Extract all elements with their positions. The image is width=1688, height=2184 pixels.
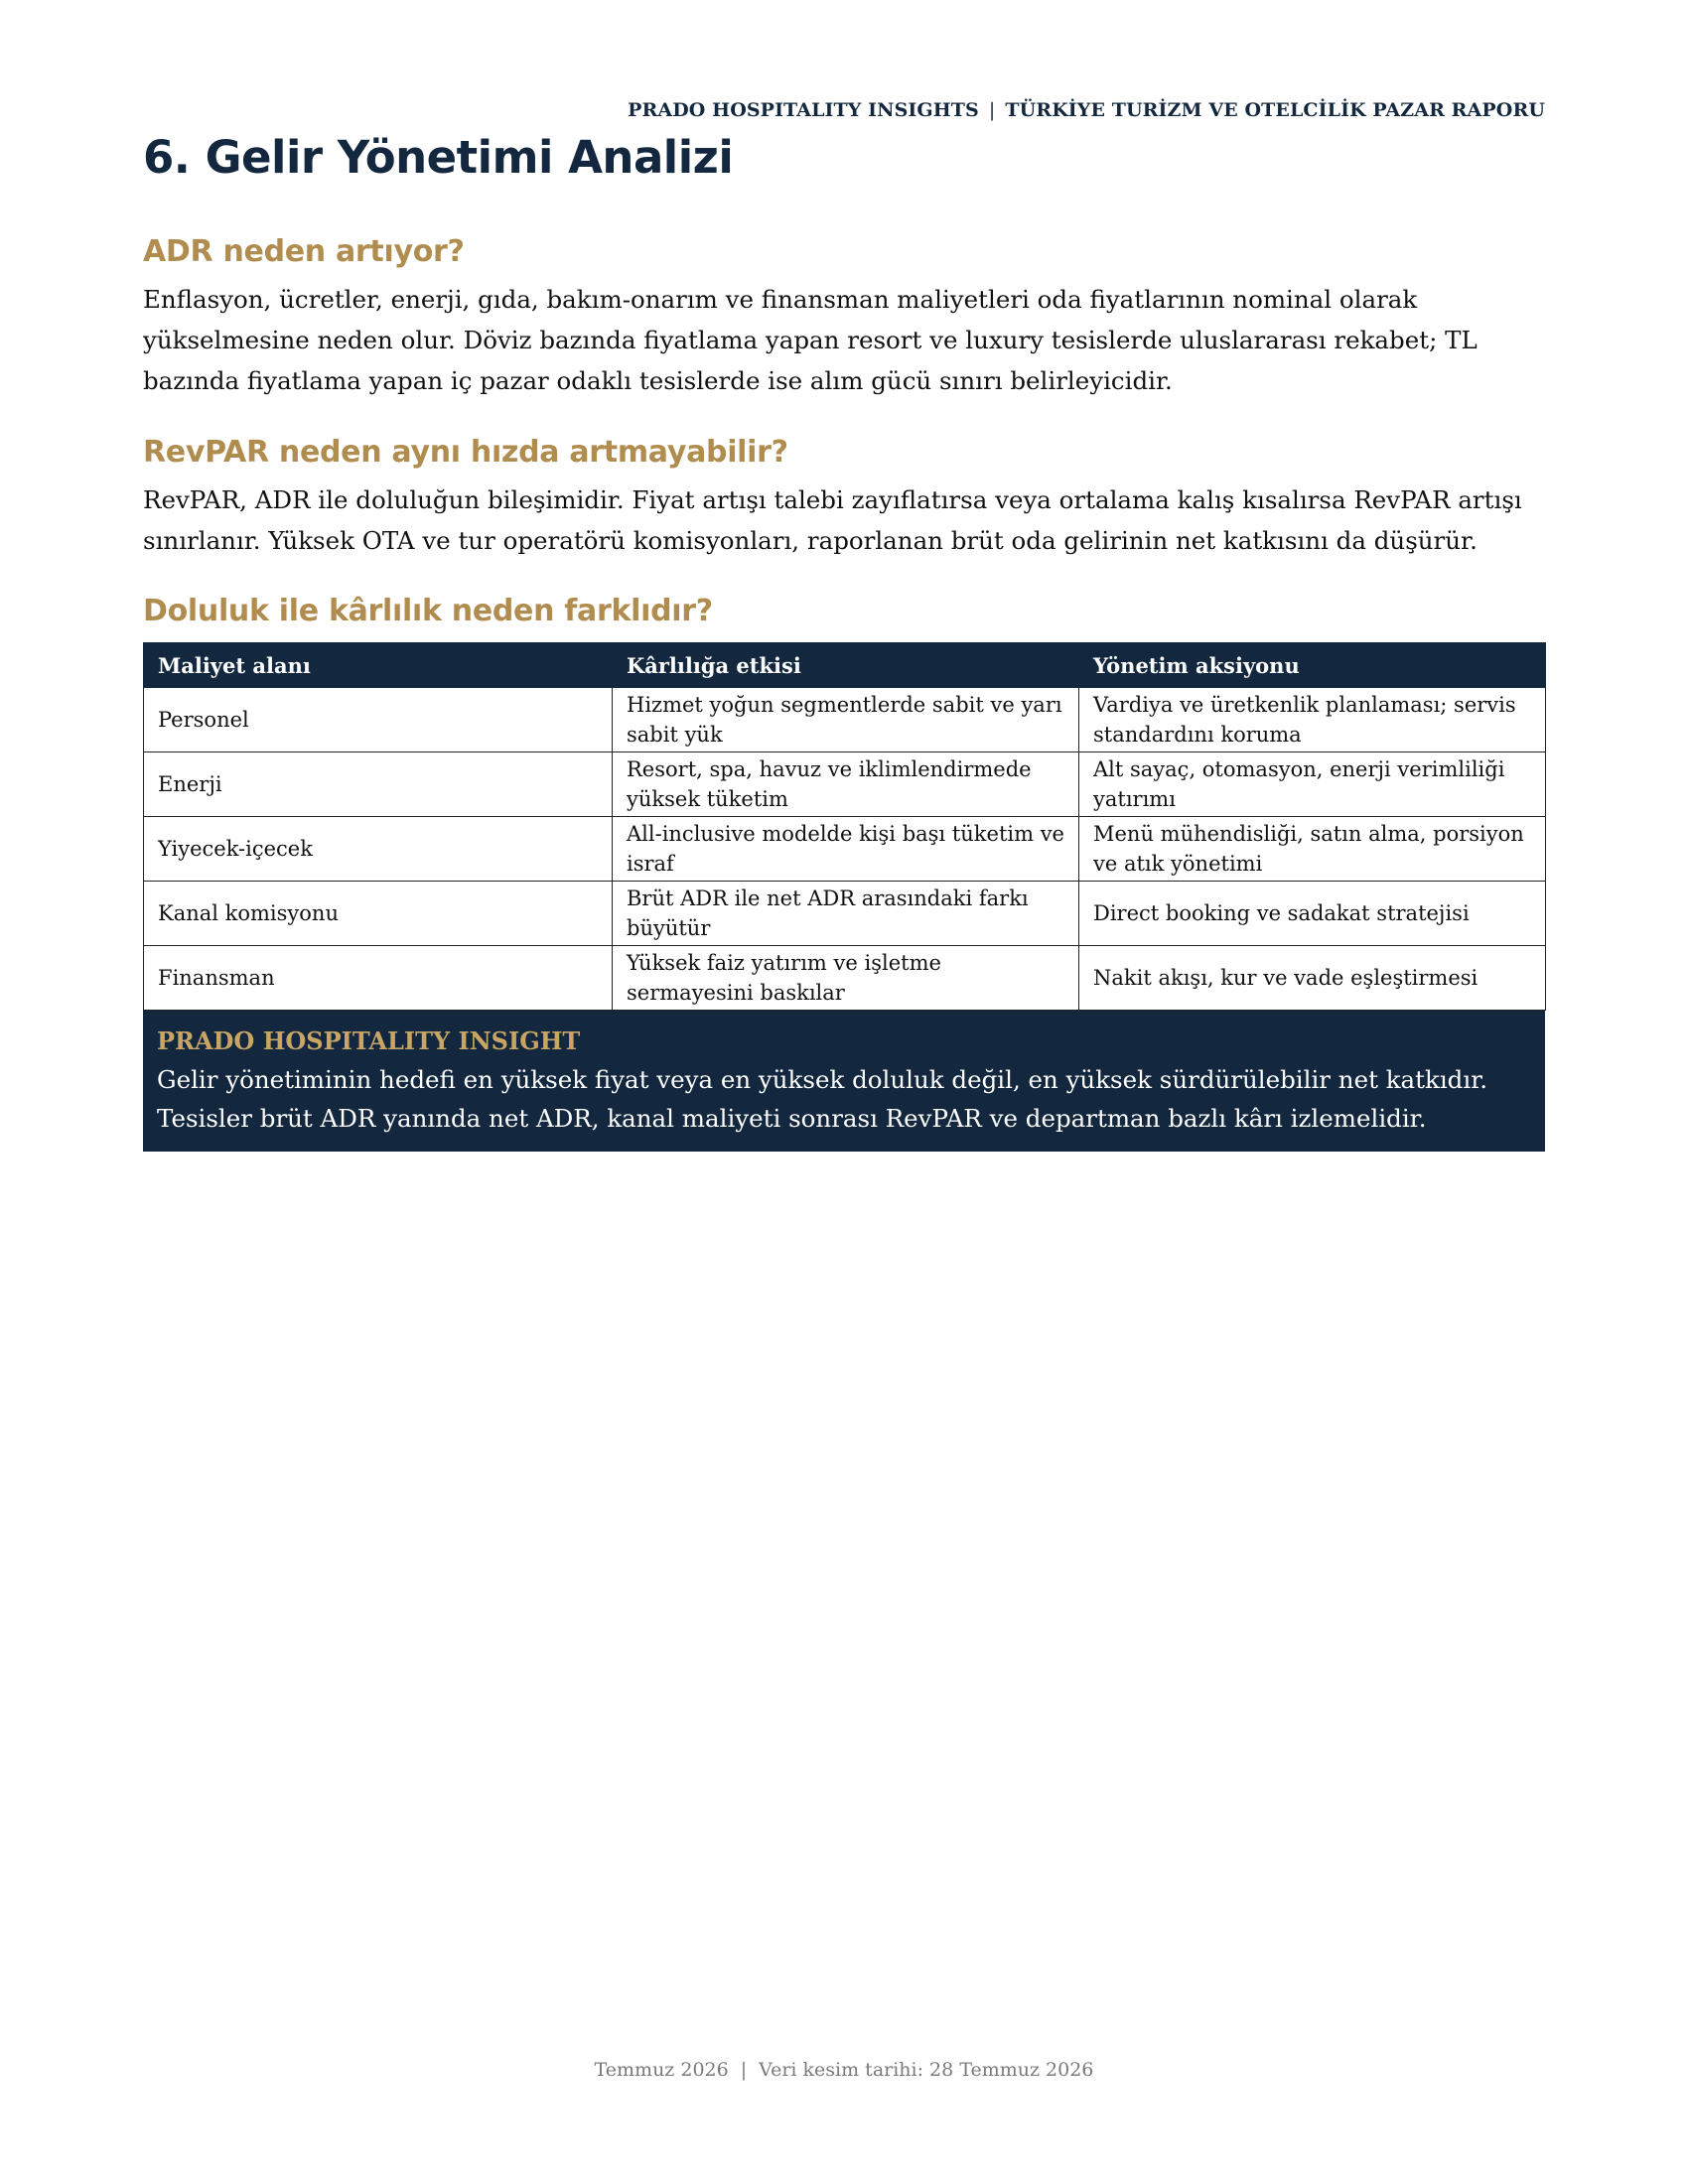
header-brand: PRADO HOSPITALITY INSIGHTS — [628, 99, 979, 121]
table-cell: Alt sayaç, otomasyon, enerji verimliliği yatırımı — [1079, 752, 1546, 817]
table-cell: Yüksek faiz yatırım ve işletme sermayesini baskılar — [613, 946, 1079, 1011]
table-cell: Resort, spa, havuz ve iklimlendirmede yüksek tüketim — [613, 752, 1079, 817]
table-cell: Vardiya ve üretkenlik planlaması; servis standardını koruma — [1079, 688, 1546, 752]
table-row — [144, 882, 1546, 946]
column-header-profit-impact: Kârlılığa etkisi — [613, 643, 1079, 688]
table-cell: Direct booking ve sadakat stratejisi — [1079, 882, 1546, 946]
section-heading-profitability: Doluluk ile kârlılık neden farklıdır? — [143, 594, 713, 628]
table-cell: Brüt ADR ile net ADR arasındaki farkı büyütür — [613, 882, 1079, 946]
section-heading-adr: ADR neden artıyor? — [143, 234, 465, 269]
table-cell: All-inclusive modelde kişi başı tüketim ve israf — [613, 817, 1079, 882]
table-cell: Menü mühendisliği, satın alma, porsiyon ve atık yönetimi — [1079, 817, 1546, 882]
insight-text-line-1: Gelir yönetiminin hedefi en yüksek fiyat veya en yüksek doluluk değil, en yüksek sürdürülebilir net katkıdır. — [157, 1065, 1488, 1094]
insight-box — [143, 1011, 1545, 1152]
footer-separator: | — [740, 2059, 748, 2081]
header-report-title: TÜRKİYE TURİZM VE OTELCİLİK PAZAR RAPORU — [1005, 99, 1545, 121]
page-header — [143, 99, 1545, 121]
insight-title: PRADO HOSPITALITY INSIGHT — [157, 1026, 581, 1055]
table-cell: Hizmet yoğun segmentlerde sabit ve yarı sabit yük — [613, 688, 1079, 752]
header-separator: | — [988, 99, 996, 121]
column-header-cost-area: Maliyet alanı — [144, 643, 613, 688]
table-cell: Enerji — [144, 752, 613, 817]
table-header-row — [144, 643, 1546, 688]
table-cell: Kanal komisyonu — [144, 882, 613, 946]
table-row — [144, 817, 1546, 882]
table-row — [144, 946, 1546, 1011]
page-title: 6. Gelir Yönetimi Analizi — [143, 131, 734, 184]
table-cell: Nakit akışı, kur ve vade eşleştirmesi — [1079, 946, 1546, 1011]
insight-text-line-2: Tesisler brüt ADR yanında net ADR, kanal maliyeti sonrası RevPAR ve departman bazlı kârı izlemelidir. — [157, 1104, 1427, 1133]
section-revpar — [143, 435, 1545, 561]
footer-date: Temmuz 2026 — [594, 2059, 729, 2081]
table-row — [144, 752, 1546, 817]
footer-data-cutoff: Veri kesim tarihi: 28 Temmuz 2026 — [759, 2059, 1094, 2081]
column-header-management-action: Yönetim aksiyonu — [1079, 643, 1546, 688]
section-body-adr: Enflasyon, ücretler, enerji, gıda, bakım-onarım ve finansman maliyetleri oda fiyatlarının nominal olarak yükselmesine neden olur. Döviz bazında fiyatlama yapan resort ve luxury tesislerde uluslararası rekabet; TL bazında fiyatlama yapan iç pazar odaklı tesislerde ise alım gücü sınırı belirleyicidir. — [143, 285, 1477, 395]
section-body-revpar: RevPAR, ADR ile doluluğun bileşimidir. Fiyat artışı talebi zayıflatırsa veya ortalama kalış kısalırsa RevPAR artışı sınırlanır. Yüksek OTA ve tur operatörü komisyonları, raporlanan brüt oda gelirinin net katkısını da düşürür. — [143, 485, 1522, 555]
page-footer — [0, 2059, 1688, 2081]
table-row — [144, 688, 1546, 752]
section-profitability — [143, 594, 1545, 1152]
table-cell: Finansman — [144, 946, 613, 1011]
cost-impact-table — [143, 642, 1546, 1011]
section-heading-revpar: RevPAR neden aynı hızda artmayabilir? — [143, 435, 788, 470]
section-adr — [143, 234, 1545, 401]
table-cell: Yiyecek-içecek — [144, 817, 613, 882]
table-cell: Personel — [144, 688, 613, 752]
